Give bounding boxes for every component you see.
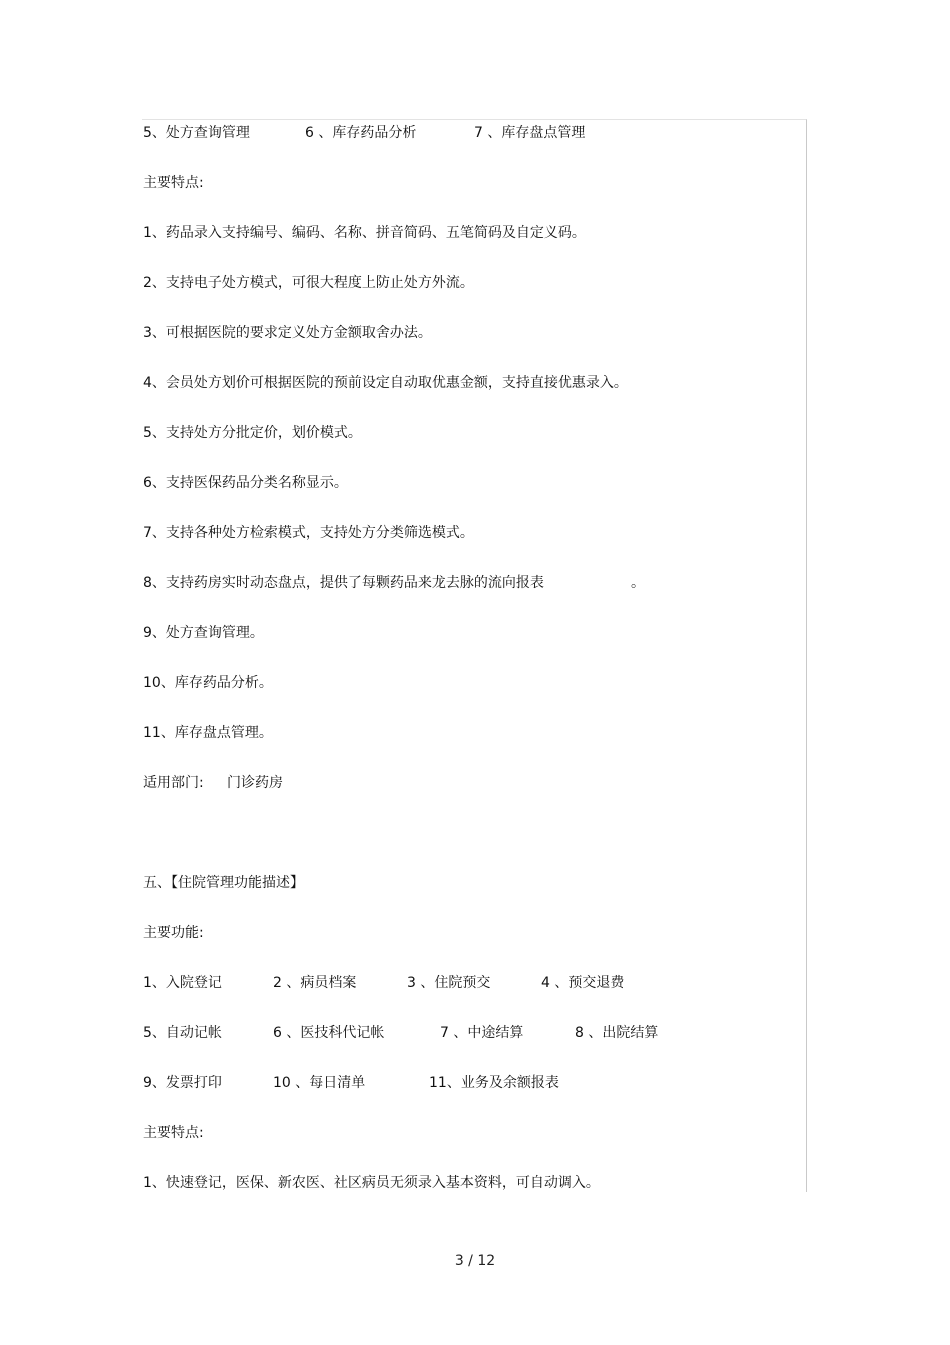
function-item: 7 、中途结算: [440, 1025, 524, 1041]
feature-item: 4、会员处方划价可根据医院的预前设定自动取优惠金额，支持直接优惠录入。: [143, 375, 628, 391]
feature-item: 3、可根据医院的要求定义处方金额取舍办法。: [143, 325, 432, 341]
feature-item: 7、支持各种处方检索模式，支持处方分类筛选模式。: [143, 525, 474, 541]
department-label: 适用部门:: [143, 775, 204, 791]
functions-heading: 主要功能:: [143, 925, 204, 941]
function-item: 4 、预交退费: [541, 975, 625, 991]
feature-item: 6、支持医保药品分类名称显示。: [143, 475, 348, 491]
function-item: 6 、库存药品分析: [305, 125, 417, 141]
department-value: 门诊药房: [227, 775, 283, 791]
feature-tail-period: 。: [631, 575, 645, 591]
function-item: 1、入院登记: [143, 975, 222, 991]
feature-item: 2、支持电子处方模式，可很大程度上防止处方外流。: [143, 275, 474, 291]
feature-item: 5、支持处方分批定价，划价模式。: [143, 425, 362, 441]
feature-item: 11、库存盘点管理。: [143, 725, 273, 741]
features-heading: 主要特点:: [143, 175, 204, 191]
feature-item: 1、快速登记，医保、新农医、社区病员无须录入基本资料，可自动调入。: [143, 1175, 600, 1191]
section-title: 五、【住院管理功能描述】: [143, 875, 304, 891]
function-item: 9、发票打印: [143, 1075, 222, 1091]
function-item: 5、自动记帐: [143, 1025, 222, 1041]
function-item: 5、处方查询管理: [143, 125, 250, 141]
page-number: 3 / 12: [454, 1253, 496, 1269]
function-item: 3 、住院预交: [407, 975, 491, 991]
department-line: [143, 774, 283, 792]
function-item: 8 、出院结算: [575, 1025, 659, 1041]
feature-item: 10、库存药品分析。: [143, 675, 273, 691]
function-item: 2 、病员档案: [273, 975, 357, 991]
features-heading: 主要特点:: [143, 1125, 204, 1141]
feature-item: 1、药品录入支持编号、编码、名称、拼音简码、五笔简码及自定义码。: [143, 225, 586, 241]
feature-text: 8、支持药房实时动态盘点，提供了每颗药品来龙去脉的流向报表: [143, 575, 544, 591]
feature-item: 9、处方查询管理。: [143, 625, 264, 641]
function-item: 6 、医技科代记帐: [273, 1025, 385, 1041]
feature-item: [143, 574, 645, 592]
function-item: 7 、库存盘点管理: [474, 125, 586, 141]
function-item: 10 、每日清单: [273, 1075, 366, 1091]
function-item: 11、业务及余额报表: [429, 1075, 559, 1091]
